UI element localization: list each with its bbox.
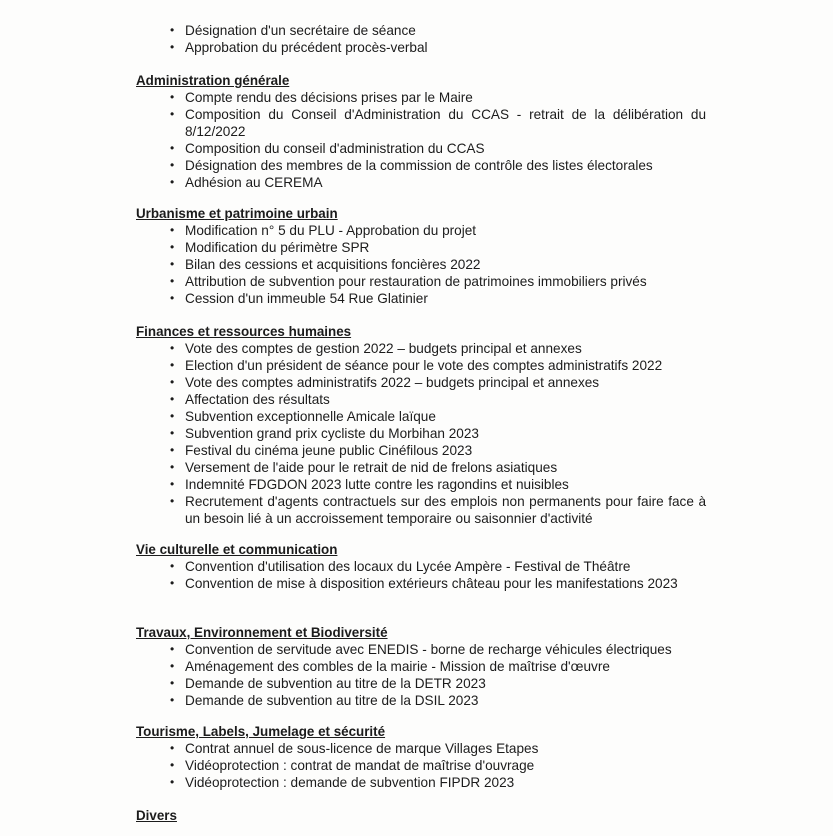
- bullet-icon: •: [170, 676, 175, 690]
- list-item: • Demande de subvention au titre de la DETR 2023: [170, 676, 486, 691]
- list-item: • Composition du conseil d'administration du CCAS: [170, 141, 485, 156]
- list-item: • Modification n° 5 du PLU - Approbation du projet: [170, 223, 477, 238]
- bullet-icon: •: [170, 23, 175, 37]
- list-item: • Versement de l'aide pour le retrait de nid de frelons asiatiques: [170, 460, 558, 475]
- bullet-icon: •: [170, 375, 175, 389]
- bullet-icon: •: [170, 741, 175, 755]
- bullet-icon: •: [170, 426, 175, 440]
- list-item: • Aménagement des combles de la mairie - Mission de maîtrise d'œuvre: [170, 659, 610, 674]
- bullet-icon: •: [170, 477, 175, 491]
- bullet-icon: •: [170, 409, 175, 423]
- bullet-icon: •: [170, 576, 175, 590]
- bullet-icon: •: [170, 392, 175, 406]
- bullet-icon: •: [170, 158, 175, 172]
- bullet-icon: •: [170, 693, 175, 707]
- section-list: [136, 740, 706, 791]
- bullet-icon: •: [170, 443, 175, 457]
- list-item: • Indemnité FDGDON 2023 lutte contre les ragondins et nuisibles: [170, 477, 569, 492]
- bullet-icon: •: [170, 494, 175, 508]
- intro-section: [136, 22, 706, 56]
- bullet-icon: •: [170, 659, 175, 673]
- bullet-icon: •: [170, 240, 175, 254]
- list-item: • Demande de subvention au titre de la DSIL 2023: [170, 693, 479, 708]
- list-item: • Modification du périmètre SPR: [170, 240, 370, 255]
- section-heading: Finances et ressources humaines: [136, 324, 352, 339]
- list-item: • Contrat annuel de sous-licence de marque Villages Etapes: [170, 741, 539, 756]
- bullet-icon: •: [170, 257, 175, 271]
- list-item: • Vidéoprotection : contrat de mandat de maîtrise d'ouvrage: [170, 758, 535, 773]
- bullet-icon: •: [170, 40, 175, 54]
- section-heading: Vie culturelle et communication: [136, 542, 338, 557]
- section-travaux: [136, 624, 706, 709]
- bullet-icon: •: [170, 559, 175, 573]
- list-item: • Recrutement d'agents contractuels sur des emplois non permanents pour faire face à un besoin lié à un accroissement temporaire ou saisonnier d'activité: [170, 494, 706, 526]
- bullet-icon: •: [170, 141, 175, 155]
- section-list: [136, 340, 706, 527]
- section-heading: Tourisme, Labels, Jumelage et sécurité: [136, 724, 386, 739]
- list-item: • Désignation des membres de la commission de contrôle des listes électorales: [170, 158, 653, 173]
- list-item: • Election d'un président de séance pour le vote des comptes administratifs 2022: [170, 358, 663, 373]
- bullet-icon: •: [170, 758, 175, 772]
- bullet-icon: •: [170, 90, 175, 104]
- list-item: • Adhésion au CEREMA: [170, 175, 323, 190]
- bullet-icon: •: [170, 642, 175, 656]
- bullet-icon: •: [170, 223, 175, 237]
- list-item: • Composition du Conseil d'Administration du CCAS - retrait de la délibération du 8/12/2022: [170, 107, 706, 139]
- section-list: [136, 89, 706, 191]
- section-heading: Divers: [136, 808, 177, 823]
- bullet-icon: •: [170, 107, 175, 121]
- bullet-icon: •: [170, 175, 175, 189]
- list-item: • Cession d'un immeuble 54 Rue Glatinier: [170, 291, 428, 306]
- section-vie-culturelle: [136, 541, 706, 592]
- section-administration: [136, 72, 706, 191]
- list-item: • Compte rendu des décisions prises par le Maire: [170, 90, 473, 105]
- list-item: • Vote des comptes de gestion 2022 – budgets principal et annexes: [170, 341, 582, 356]
- bullet-icon: •: [170, 341, 175, 355]
- section-tourisme: [136, 723, 706, 791]
- list-item: • Bilan des cessions et acquisitions foncières 2022: [170, 257, 481, 272]
- intro-list: [136, 22, 706, 56]
- section-urbanisme: [136, 205, 706, 307]
- list-item: • Désignation d'un secrétaire de séance: [170, 23, 416, 38]
- section-heading: Urbanisme et patrimoine urbain: [136, 206, 338, 221]
- section-divers: [136, 807, 706, 824]
- list-item: • Vote des comptes administratifs 2022 – budgets principal et annexes: [170, 375, 600, 390]
- list-item: • Convention de servitude avec ENEDIS - borne de recharge véhicules électriques: [170, 642, 672, 657]
- list-item: • Subvention exceptionnelle Amicale laïque: [170, 409, 436, 424]
- section-list: [136, 558, 706, 592]
- section-heading: Travaux, Environnement et Biodiversité: [136, 625, 388, 640]
- list-item: • Attribution de subvention pour restauration de patrimoines immobiliers privés: [170, 274, 647, 289]
- bullet-icon: •: [170, 460, 175, 474]
- list-item: • Festival du cinéma jeune public Cinéfilous 2023: [170, 443, 473, 458]
- list-item: • Approbation du précédent procès-verbal: [170, 40, 428, 55]
- bullet-icon: •: [170, 291, 175, 305]
- list-item: • Vidéoprotection : demande de subvention FIPDR 2023: [170, 775, 515, 790]
- list-item: • Subvention grand prix cycliste du Morbihan 2023: [170, 426, 479, 441]
- section-finances: [136, 323, 706, 527]
- bullet-icon: •: [170, 358, 175, 372]
- bullet-icon: •: [170, 274, 175, 288]
- section-list: [136, 222, 706, 307]
- section-heading: Administration générale: [136, 73, 290, 88]
- bullet-icon: •: [170, 775, 175, 789]
- list-item: • Convention d'utilisation des locaux du Lycée Ampère - Festival de Théâtre: [170, 559, 631, 574]
- list-item: • Affectation des résultats: [170, 392, 330, 407]
- list-item: • Convention de mise à disposition extérieurs château pour les manifestations 2023: [170, 576, 678, 591]
- section-list: [136, 641, 706, 709]
